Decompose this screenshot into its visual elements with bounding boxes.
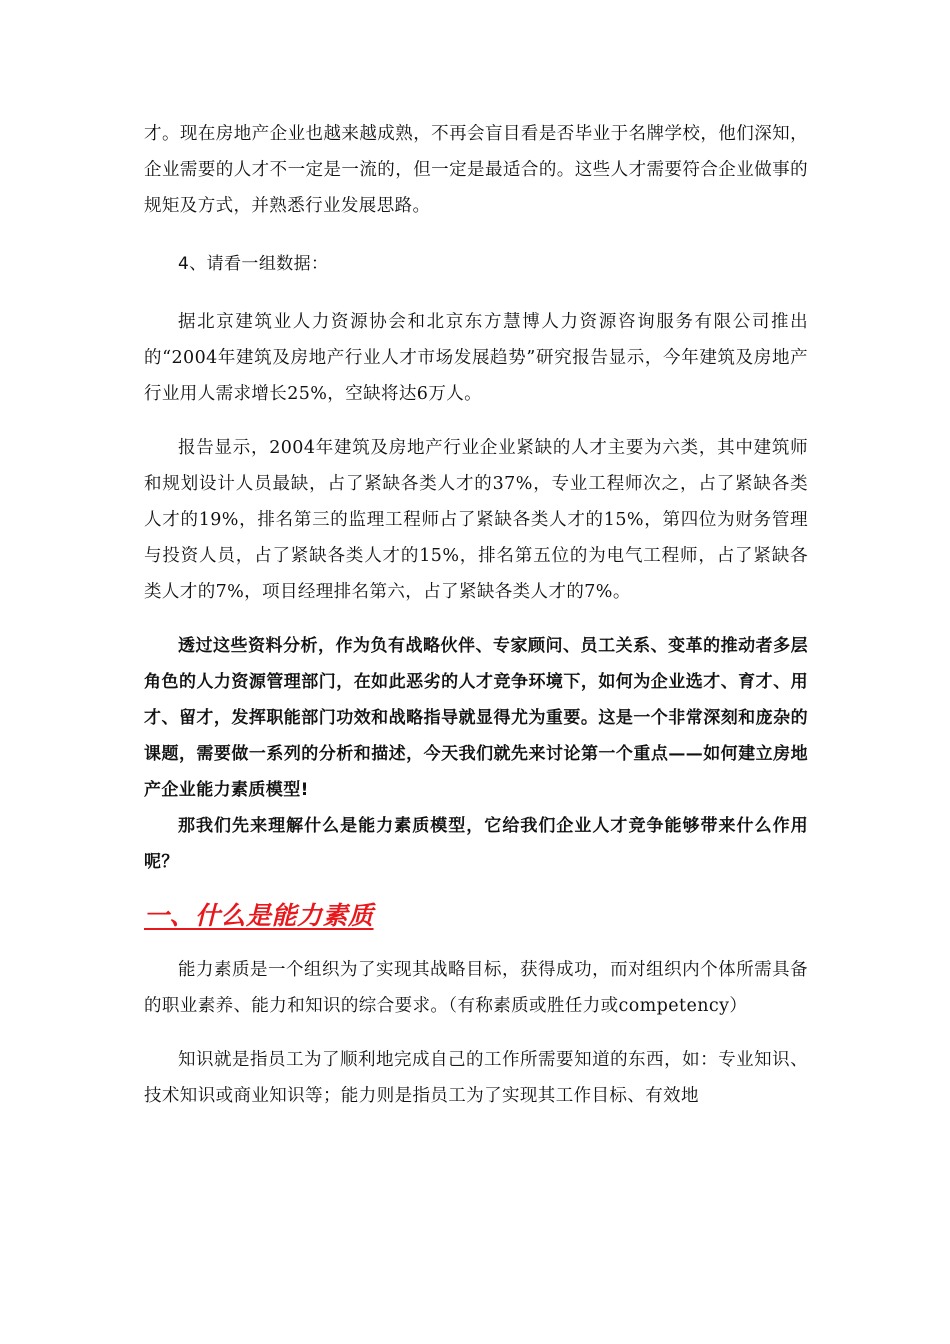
paragraph-knowledge-definition: 知识就是指员工为了顺利地完成自己的工作所需要知道的东西，如：专业知识、技术知识或商业知识等；能力则是指员工为了实现其工作目标、有效地 <box>144 1050 808 1106</box>
paragraph-analysis-bold: 透过这些资料分析，作为负有战略伙伴、专家顾问、员工关系、变革的推动者多层角色的人力资源管理部门，在如此恶劣的人才竞争环境下，如何为企业选才、育才、用才、留才，发挥职能部门功效和战略指导就显得尤为重要。这是一个非常深刻和庞杂的课题，需要做一系列的分析和描述，今天我们就先来讨论第一个重点——如何建立房地产企业能力素质模型! <box>144 636 808 800</box>
paragraph-competency-definition: 能力素质是一个组织为了实现其战略目标，获得成功，而对组织内个体所需具备的职业素养、能力和知识的综合要求。（有称素质或胜任力或competency） <box>144 960 808 1016</box>
item-4-heading: 4、请看一组数据： <box>178 254 329 274</box>
spacer <box>144 880 808 896</box>
spacer <box>144 1024 808 1042</box>
paragraph-question-bold: 那我们先来理解什么是能力素质模型，它给我们企业人才竞争能够带来什么作用呢？ <box>144 816 808 872</box>
paragraph-intro: 才。现在房地产企业也越来越成熟，不再会盲目看是否毕业于名牌学校，他们深知，企业需要的人才不一定是一流的，但一定是最适合的。这些人才需要符合企业做事的规矩及方式，并熟悉行业发展思路。 <box>144 124 808 216</box>
section-heading-competency: 一、什么是能力素质 <box>144 901 374 930</box>
paragraph-data-report: 据北京建筑业人力资源协会和北京东方慧博人力资源咨询服务有限公司推出的“2004年建筑及房地产行业人才市场发展趋势”研究报告显示，今年建筑及房地产行业用人需求增长25%，空缺将达6万人。 <box>144 312 808 404</box>
spacer <box>144 610 808 628</box>
spacer <box>144 936 808 952</box>
spacer <box>144 282 808 304</box>
spacer <box>144 224 808 246</box>
paragraph-shortage-breakdown: 报告显示，2004年建筑及房地产行业企业紧缺的人才主要为六类，其中建筑师和规划设计人员最缺，占了紧缺各类人才的37%，专业工程师次之，占了紧缺各类人才的19%，排名第三的监理工程师占了紧缺各类人才的15%，第四位为财务管理与投资人员，占了紧缺各类人才的15%，排名第五位的为电气工程师，占了紧缺各类人才的7%，项目经理排名第六，占了紧缺各类人才的7%。 <box>144 438 808 602</box>
spacer <box>144 412 808 430</box>
document-page <box>144 116 808 1114</box>
